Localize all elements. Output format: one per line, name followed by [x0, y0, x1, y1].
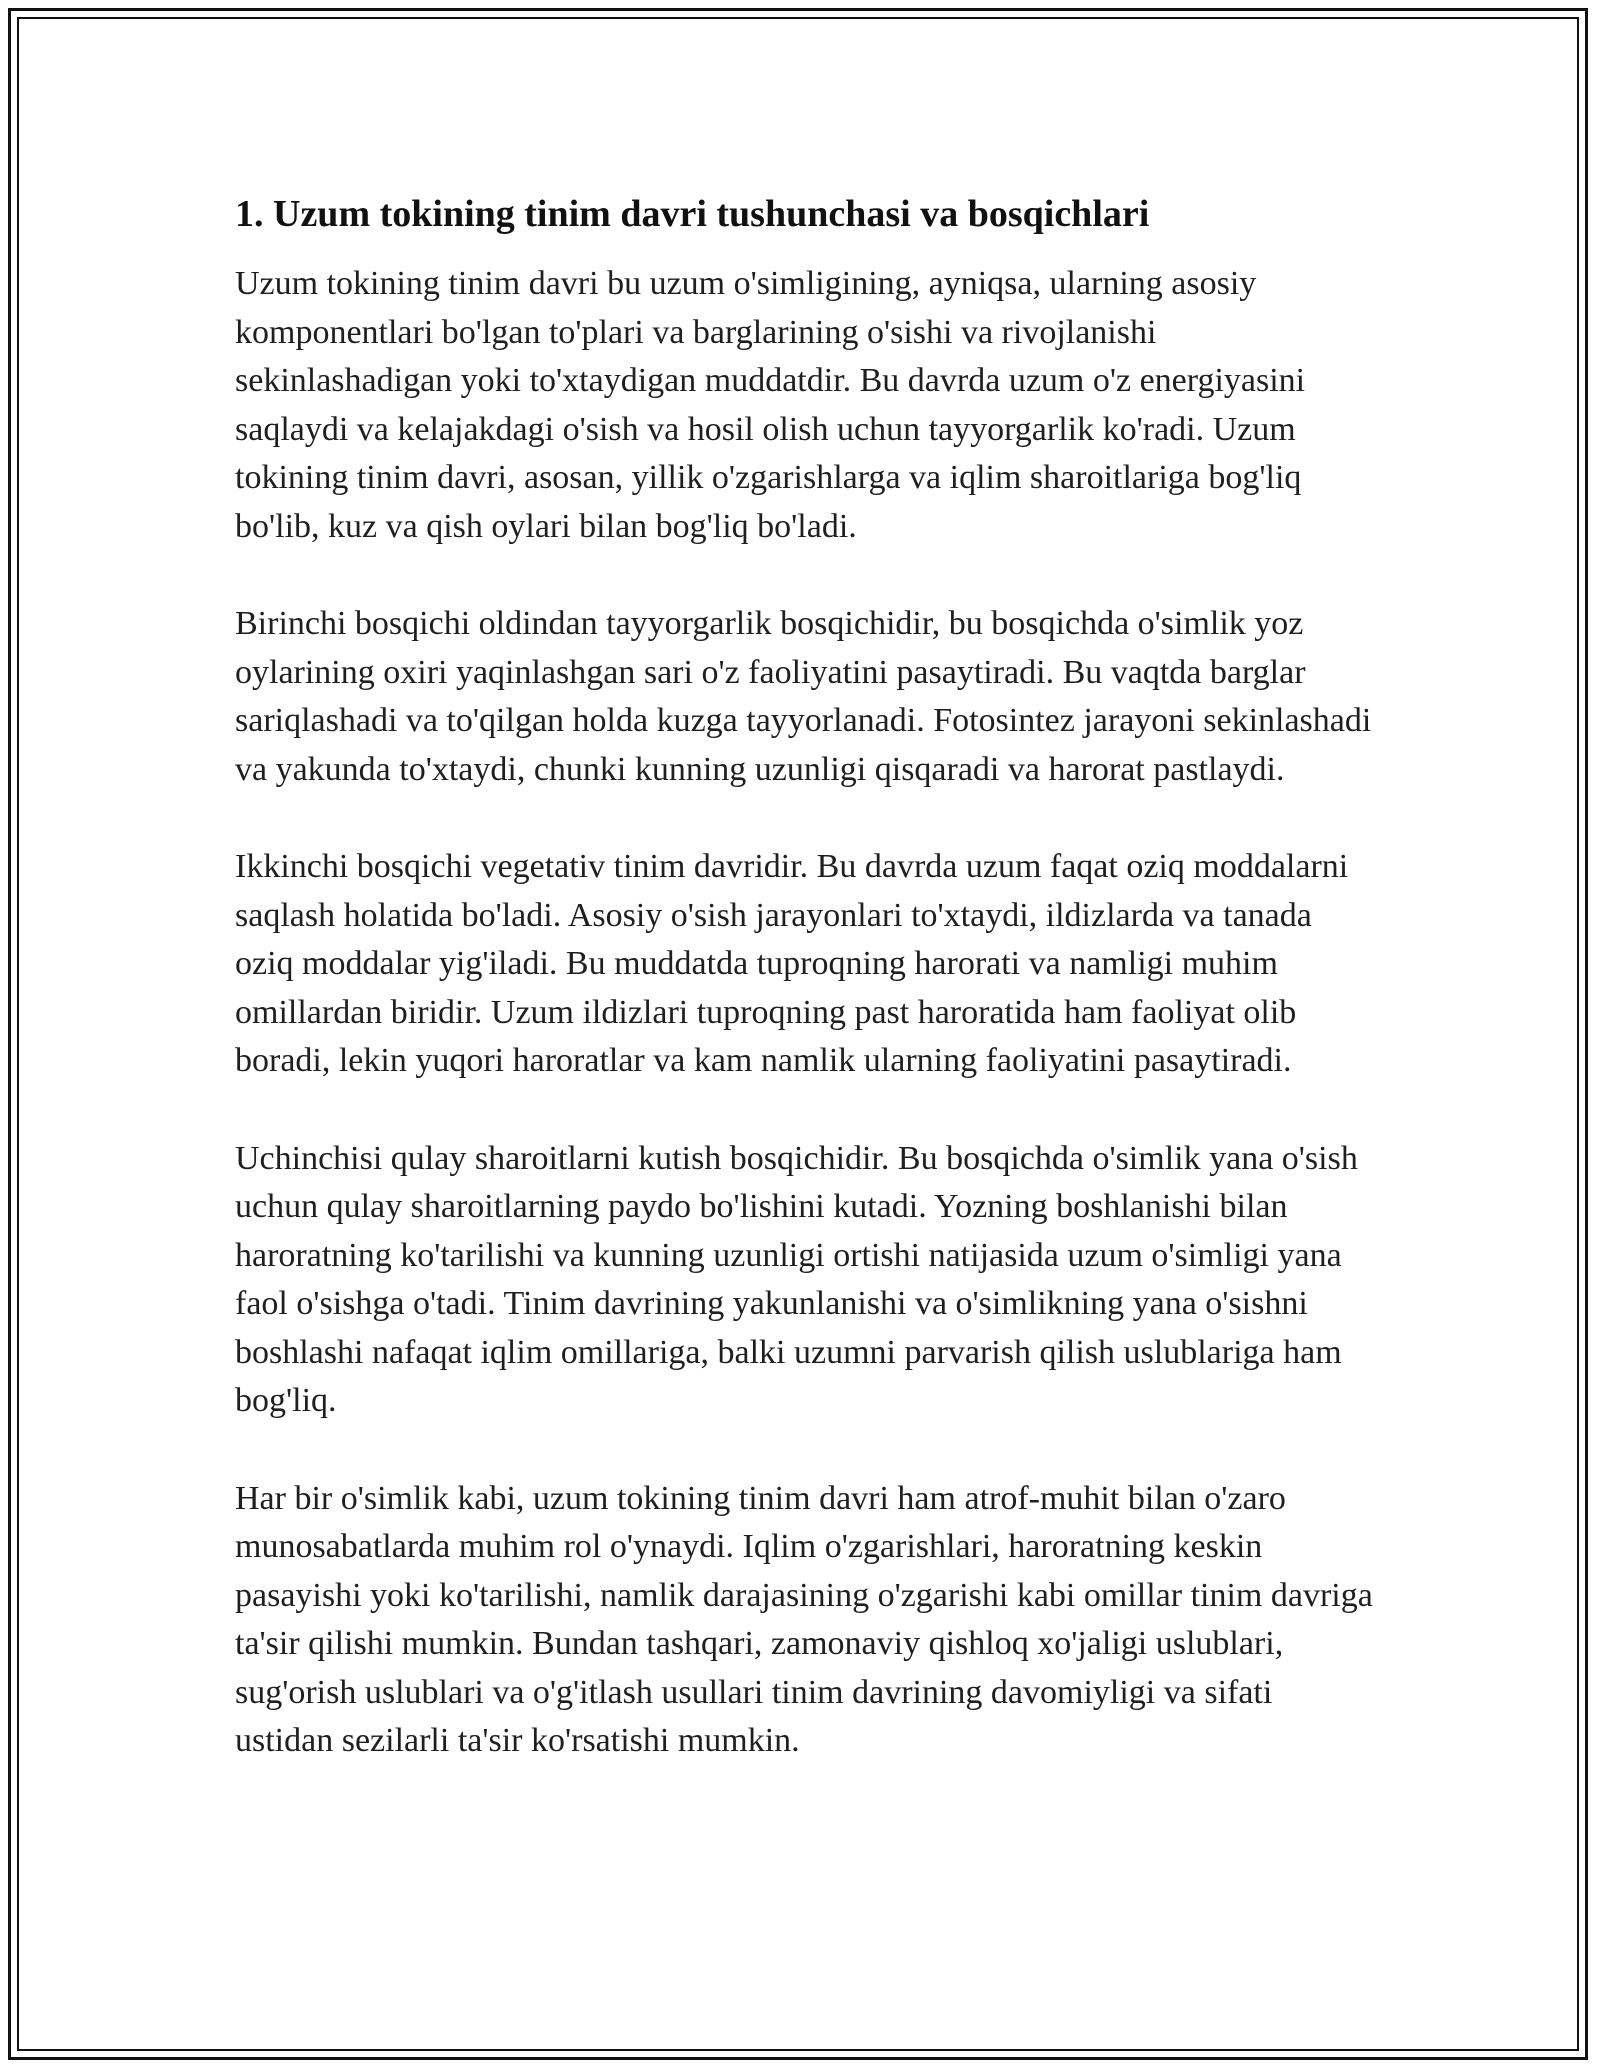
paragraph-third-stage: Uchinchisi qulay sharoitlarni kutish bosqichidir. Bu bosqichda o'simlik yana o'sish uchun qulay sharoitlarning paydo bo'lishini kutadi. Yozning boshlanishi bilan haroratning ko'tarilishi va kunning uzunligi ortishi natijasida uzum o'simligi yana faol o'sishga o'tadi. Tinim davrining yakunlanishi va o'simlikning yana o'sishni boshlashi nafaqat iqlim omillariga, balki uzumni parvarish qilish uslublariga ham bog'liq.	[235, 1139, 1358, 1419]
paragraph-definition: Uzum tokining tinim davri bu uzum o'simligining, ayniqsa, ularning asosiy komponentlari bo'lgan to'plari va barglarining o'sishi va rivojlanishi sekinlashadigan yoki to'xtaydigan muddatdir. Bu davrda uzum o'z energiyasini saqlaydi va kelajakdagi o'sish va hosil olish uchun tayyorgarlik ko'radi. Uzum tokining tinim davri, asosan, yillik o'zgarishlarga va iqlim sharoitlariga bog'liq bo'lib, kuz va qish oylari bilan bog'liq bo'ladi.	[235, 265, 1306, 545]
paragraph-first-stage: Birinchi bosqichi oldindan tayyorgarlik bosqichidir, bu bosqichda o'simlik yoz oylarining oxiri yaqinlashgan sari o'z faoliyatini pasaytiradi. Bu vaqtda barglar sariqlashadi va to'qilgan holda kuzga tayyorlanadi. Fotosintez jarayoni sekinlashadi va yakunda to'xtaydi, chunki kunning uzunligi qisqaradi va harorat pastlaydi.	[235, 605, 1372, 788]
paragraph-second-stage: Ikkinchi bosqichi vegetativ tinim davridir. Bu davrda uzum faqat oziq moddalarni saqlash holatida bo'ladi. Asosiy o'sish jarayonlari to'xtaydi, ildizlarda va tanada oziq moddalar yig'iladi. Bu muddatda tuproqning harorati va namligi muhim omillardan biridir. Uzum ildizlari tuproqning past haroratida ham faoliyat olib boradi, lekin yuqori haroratlar va kam namlik ularning faoliyatini pasaytiradi.	[235, 848, 1349, 1079]
document-body	[235, 188, 1375, 1815]
section-heading: 1. Uzum tokining tinim davri tushunchasi va bosqichlari	[235, 193, 1150, 235]
paragraph-environment: Har bir o'simlik kabi, uzum tokining tinim davri ham atrof-muhit bilan o'zaro munosabatlarda muhim rol o'ynaydi. Iqlim o'zgarishlari, haroratning keskin pasayishi yoki ko'tarilishi, namlik darajasining o'zgarishi kabi omillar tinim davriga ta'sir qilishi mumkin. Bundan tashqari, zamonaviy qishloq xo'jaligi uslublari, sug'orish uslublari va o'g'itlash usullari tinim davrining davomiyligi va sifati ustidan sezilarli ta'sir ko'rsatishi mumkin.	[235, 1479, 1373, 1759]
